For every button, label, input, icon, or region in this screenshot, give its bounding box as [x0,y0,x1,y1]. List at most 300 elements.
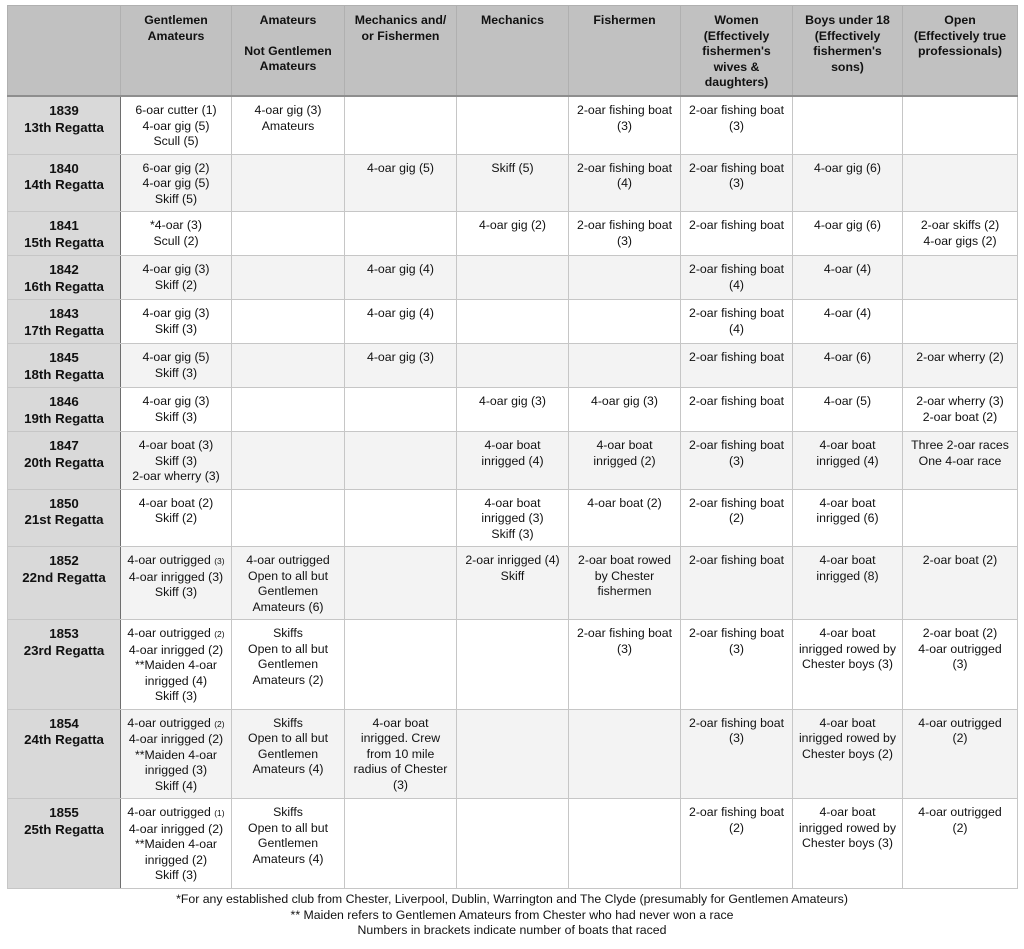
cell-line: Chester boys (3) [802,657,893,671]
table-cell-amateurs [232,300,345,344]
row-regatta: 20th Regatta [24,454,104,470]
table-cell-women [681,96,793,154]
row-year: 1850 [49,495,79,511]
cell-line: inrigged (3) [481,511,544,525]
table-row [8,489,1018,547]
table-cell-amateurs [232,212,345,256]
cell-line: 4-oar outrigged [918,641,1002,656]
table-cell-amateurs [232,799,345,889]
cell-line: 4-oar inrigged (2) [128,732,224,746]
cell-line: Skiff (3) [154,409,198,424]
cell-line: 6-oar gig (2) [142,160,210,175]
column-header-women [681,6,793,97]
cell-line: Skiff (5) [491,160,534,175]
cell-line: 2-oar fishing boat [688,715,785,730]
cell-line: 4-oar outrigged [918,805,1002,819]
cell-line: Gentlemen [257,657,319,671]
table-cell-gentlemen-amateurs [121,799,232,889]
table-cell-mechanics-or-fishermen [345,489,457,547]
row-header [8,432,121,490]
cell-line: 4-oar (4) [823,306,872,320]
cell-line: 2-oar fishing boat [688,160,785,175]
row-year: 1841 [49,218,79,233]
cell-line: 4-oar boat [819,805,876,819]
cell-line: Chester boys (3) [802,836,893,850]
table-cell-fishermen [569,620,681,710]
table-cell-open [903,96,1018,154]
cell-line: (4) [728,277,745,292]
table-cell-mechanics [457,620,569,710]
table-cell-gentlemen-amateurs [121,256,232,300]
row-header [8,709,121,799]
cell-line: Skiff (3) [491,526,534,541]
table-cell-boys-under-18 [793,300,903,344]
table-cell-mechanics [457,96,569,154]
cell-line: **Maiden 4-oar [134,658,218,672]
cell-line: 2-oar fishing boat [688,805,785,819]
table-cell-open [903,799,1018,889]
cell-line: 4-oar gig (6) [814,218,881,232]
table-cell-boys-under-18 [793,212,903,256]
table-cell-gentlemen-amateurs [121,489,232,547]
column-header-boys-under-18 [793,6,903,97]
cell-line: (3) [616,233,633,248]
cell-line: Skiff (3) [154,453,198,468]
table-cell-open [903,620,1018,710]
cell-line: 4-oar boat [819,715,876,730]
cell-line: inrigged (4) [816,453,879,468]
cell-line: 4-oar outrigged [918,715,1002,730]
cell-line: 4-oar gig (3) [142,394,210,408]
table-cell-mechanics-or-fishermen [345,709,457,799]
table-cell-women [681,388,793,432]
cell-line: 4-oar gig (3) [142,262,210,276]
cell-line: 4-oar boat [372,715,429,730]
cell-line: 4-oar (6) [823,350,872,364]
cell-line: 4-oar boat (2) [587,495,662,510]
row-regatta: 17th Regatta [24,322,104,338]
column-header-gentlemen-amateurs [121,6,232,97]
column-header-line: Amateurs [259,13,317,27]
cell-line: 4-oar outrigged (3) [127,553,225,567]
row-regatta: 13th Regatta [24,119,104,135]
table-cell-mechanics-or-fishermen [345,344,457,388]
row-year: 1843 [49,306,79,321]
table-cell-open [903,212,1018,256]
cell-line: One 4-oar race [918,453,1002,468]
table-row [8,432,1018,490]
cell-line: 2-oar fishing boat [688,626,785,640]
table-cell-open [903,547,1018,620]
cell-line: Amateurs [261,118,315,133]
table-row [8,212,1018,256]
cell-line: Three 2-oar races [911,438,1009,452]
cell-line: (3) [392,777,409,792]
column-header-line: Gentlemen [144,13,208,27]
table-cell-amateurs [232,96,345,154]
table-cell-open [903,256,1018,300]
cell-line: 4-oar gig (3) [142,306,210,320]
cell-line: (3) [728,118,745,133]
table-cell-mechanics [457,489,569,547]
row-year: 1845 [49,350,79,365]
column-header-line: Mechanics [481,13,544,27]
cell-line: inrigged. Crew [360,731,441,745]
cell-line: 2-oar fishing boat [576,160,673,175]
cell-line: 4-oar inrigged (3) [128,569,224,584]
column-header-line: (Effectively [814,28,881,43]
cell-line: (4) [728,321,745,336]
cell-line: 2-oar wherry (3) [132,469,220,483]
table-cell-mechanics [457,432,569,490]
table-cell-women [681,344,793,388]
table-cell-fishermen [569,344,681,388]
cell-line: 6-oar cutter (1) [135,103,217,117]
cell-line: 2-oar fishing boat [688,218,785,232]
table-row [8,799,1018,889]
cell-line: 4-oar gig (3) [479,394,546,408]
row-header [8,489,121,547]
cell-line: Skiff (3) [154,321,198,336]
table-cell-boys-under-18 [793,388,903,432]
header-row [8,6,1018,97]
cell-line: 4-oar outrigged (1) [127,805,225,819]
cell-line: Skiffs [273,805,303,819]
table-cell-fishermen [569,799,681,889]
cell-line: Amateurs (4) [252,762,324,776]
cell-line: inrigged rowed by [798,820,897,835]
row-regatta: 14th Regatta [24,177,104,192]
table-cell-mechanics-or-fishermen [345,432,457,490]
cell-line: Open to all but [248,820,328,835]
row-regatta: 15th Regatta [24,234,104,250]
table-cell-fishermen [569,300,681,344]
column-header-line: Not Gentlemen [244,43,332,58]
cell-line: Skiff (4) [154,778,198,793]
table-cell-gentlemen-amateurs [121,388,232,432]
table-cell-boys-under-18 [793,256,903,300]
table-cell-amateurs [232,256,345,300]
row-header [8,799,121,889]
row-year: 1839 [49,103,79,118]
cell-line: (3) [728,176,745,190]
column-header-line: Boys under 18 [805,13,890,27]
cell-line: Skiff [500,568,525,583]
row-regatta: 23rd Regatta [23,642,105,658]
cell-line: 4-oar gig (5) [142,350,210,364]
cell-line: (3) [616,641,633,656]
cell-line: inrigged rowed by [798,731,897,745]
cell-line: inrigged rowed by [798,641,897,656]
table-row [8,709,1018,799]
cell-line: **Maiden 4-oar [134,837,218,851]
cell-line: radius of Chester [353,762,448,776]
footnote-maiden-definition: ** Maiden refers to Gentlemen Amateurs from Chester who had never won a race [290,907,734,922]
table-cell-amateurs [232,388,345,432]
table-cell-gentlemen-amateurs [121,300,232,344]
cell-line: 2-oar fishing boat [576,103,673,117]
row-regatta: 22nd Regatta [22,569,106,585]
cell-line: by Chester [594,568,655,583]
table-cell-mechanics [457,300,569,344]
cell-line: (2) [952,820,968,835]
table-cell-mechanics [457,256,569,300]
row-header [8,344,121,388]
table-cell-women [681,300,793,344]
table-cell-women [681,620,793,710]
cell-line: 2-oar fishing boat [576,626,673,640]
column-header-line: fishermen's [813,44,882,58]
row-header [8,154,121,212]
row-regatta: 18th Regatta [24,366,104,382]
table-cell-women [681,799,793,889]
column-header-amateurs [232,6,345,97]
table-row [8,547,1018,620]
column-header-line: (Effectively true [913,28,1007,43]
table-cell-women [681,547,793,620]
column-header-line: (Effectively [703,28,770,43]
row-header [8,256,121,300]
column-header-line: wives & [713,59,760,74]
cell-line: 2-oar skiffs (2) [920,218,1000,232]
cell-line: Scull (5) [153,134,199,148]
cell-line: 4-oar outrigged (2) [127,626,225,640]
cell-line: Skiff (2) [154,277,198,292]
cell-line: 2-oar boat (2) [922,626,998,640]
table-cell-mechanics-or-fishermen [345,388,457,432]
cell-line: 4-oar outrigged [246,553,330,567]
table-row [8,620,1018,710]
cell-line: 4-oar (5) [823,394,872,408]
cell-line: 4-oar inrigged (2) [128,821,224,836]
row-regatta: 21st Regatta [24,512,104,527]
column-header-line: fishermen's [702,44,771,58]
cell-line: 4-oar boat [819,553,876,567]
cell-line: 2-oar fishing boat [688,394,785,408]
cell-line: Skiff (5) [154,191,198,206]
table-row [8,256,1018,300]
cell-line: 2-oar wherry (3) [916,394,1004,408]
table-cell-mechanics [457,547,569,620]
table-body [8,96,1018,888]
cell-line: Amateurs (2) [252,672,324,687]
cell-line: 2-oar inrigged (4) [465,553,560,567]
table-cell-mechanics-or-fishermen [345,799,457,889]
table-cell-open [903,154,1018,212]
table-cell-amateurs [232,709,345,799]
cell-line: 4-oar (4) [823,262,872,276]
cell-line: inrigged (4) [481,453,544,468]
table-cell-fishermen [569,388,681,432]
row-header [8,212,121,256]
table-cell-gentlemen-amateurs [121,212,232,256]
column-header-line: daughters) [704,75,769,89]
regatta-table [7,5,1018,889]
table-cell-open [903,388,1018,432]
cell-line: 4-oar boat (2) [138,495,214,510]
table-cell-mechanics [457,799,569,889]
cell-line: 4-oar gig (4) [367,262,434,276]
cell-line: 2-oar fishing boat [576,218,673,232]
row-regatta: 19th Regatta [24,410,104,426]
table-row [8,344,1018,388]
table-cell-gentlemen-amateurs [121,620,232,710]
row-regatta: 16th Regatta [24,278,104,294]
cell-line: Gentlemen [257,584,319,598]
table-cell-gentlemen-amateurs [121,432,232,490]
row-header [8,96,121,154]
table-cell-boys-under-18 [793,620,903,710]
column-header-line: Mechanics and/ [354,13,447,27]
footnote-club-eligibility: *For any established club from Chester, Liverpool, Dublin, Warrington and The Clyde (presumably for Gentlemen Amateurs) [176,892,848,906]
cell-line: Open to all but [248,641,328,656]
table-cell-women [681,256,793,300]
table-cell-women [681,212,793,256]
table-cell-boys-under-18 [793,547,903,620]
table-cell-amateurs [232,489,345,547]
row-year: 1842 [49,262,79,277]
table-cell-amateurs [232,432,345,490]
table-cell-open [903,300,1018,344]
cell-line: *4-oar (3) [150,218,202,232]
column-header-line: Amateurs [147,28,205,43]
cell-line: Skiff (3) [154,868,198,882]
table-cell-gentlemen-amateurs [121,709,232,799]
row-year: 1840 [49,160,79,176]
boat-count: (1) [214,808,225,818]
column-header-corner [8,6,121,97]
cell-line: Skiffs [273,626,303,640]
cell-line: 2-oar fishing boat [688,553,785,567]
cell-line: 2-oar fishing boat [688,350,785,364]
table-cell-amateurs [232,620,345,710]
table-row [8,388,1018,432]
cell-line: 4-oar boat [484,438,541,452]
cell-line: inrigged (8) [816,568,879,583]
table-cell-fishermen [569,212,681,256]
row-year: 1846 [49,394,79,409]
table-cell-amateurs [232,344,345,388]
cell-line: 4-oar inrigged (2) [128,642,224,657]
column-header-line [235,29,341,44]
cell-line: 2-oar fishing boat [688,103,785,117]
cell-line: (3) [728,453,745,468]
table-cell-fishermen [569,154,681,212]
cell-line: 4-oar gig (6) [814,160,881,175]
cell-line: 4-oar gig (5) [142,118,210,133]
table-cell-boys-under-18 [793,489,903,547]
cell-line: Amateurs (4) [252,851,324,866]
column-header-line: sons) [831,59,864,74]
table-cell-fishermen [569,489,681,547]
cell-line: 4-oar gig (3) [254,103,322,117]
table-cell-mechanics-or-fishermen [345,212,457,256]
column-header-line: professionals) [917,44,1003,58]
table-cell-fishermen [569,547,681,620]
column-header-line: or Fishermen [361,28,440,43]
table-cell-mechanics-or-fishermen [345,154,457,212]
cell-line: 4-oar gig (4) [367,306,434,320]
cell-line: Gentlemen [257,746,319,761]
table-cell-fishermen [569,96,681,154]
table-cell-open [903,489,1018,547]
table-cell-fishermen [569,709,681,799]
cell-line: 4-oar boat (3) [138,438,214,452]
table-cell-boys-under-18 [793,154,903,212]
cell-line: Open to all but [248,568,328,583]
table-cell-mechanics-or-fishermen [345,300,457,344]
boat-count: (2) [214,629,225,639]
cell-line: 4-oar outrigged (2) [127,715,225,730]
cell-line: Scull (2) [153,233,199,248]
cell-line: Skiff (2) [154,511,198,525]
cell-line: (2) [728,820,745,835]
table-cell-amateurs [232,547,345,620]
table-cell-gentlemen-amateurs [121,547,232,620]
table-cell-mechanics [457,709,569,799]
row-header [8,388,121,432]
cell-line: 4-oar gigs (2) [923,233,997,248]
column-header-line: Open [944,13,976,27]
table-cell-women [681,432,793,490]
cell-line: (3) [616,118,633,133]
cell-line: 4-oar boat [596,438,653,452]
table-cell-fishermen [569,256,681,300]
cell-line: 4-oar boat [819,438,876,452]
table-cell-gentlemen-amateurs [121,96,232,154]
table-cell-boys-under-18 [793,432,903,490]
table-cell-mechanics-or-fishermen [345,547,457,620]
cell-line: 4-oar boat [819,626,876,640]
row-regatta: 24th Regatta [24,732,104,747]
cell-line: (3) [952,657,968,671]
cell-line: 2-oar fishing boat [688,495,785,510]
cell-line: fishermen [597,584,652,598]
table-cell-fishermen [569,432,681,490]
row-year: 1847 [49,438,79,453]
row-year: 1855 [49,805,79,820]
column-header-open [903,6,1018,97]
column-header-line: Amateurs [259,59,317,73]
row-year: 1853 [49,626,79,641]
cell-line: 2-oar boat (2) [922,409,998,424]
cell-line: 2-oar fishing boat [688,262,785,276]
column-header-line: Fishermen [593,13,656,27]
table-cell-mechanics [457,344,569,388]
table-cell-mechanics [457,212,569,256]
cell-line: (3) [728,641,745,656]
cell-line: Gentlemen [257,836,319,850]
table-row [8,96,1018,154]
cell-line: 2-oar fishing boat [688,438,785,452]
table-header [8,6,1018,97]
row-header [8,620,121,710]
table-cell-open [903,344,1018,388]
cell-line: inrigged (4) [144,673,208,688]
cell-line: 4-oar gig (5) [367,160,434,175]
row-year: 1852 [49,553,79,568]
cell-line: 4-oar gig (3) [591,394,658,408]
cell-line: 2-oar fishing boat [688,306,785,320]
row-year: 1854 [49,715,79,731]
cell-line: Skiff (3) [154,365,198,380]
table-cell-amateurs [232,154,345,212]
cell-line: inrigged (2) [593,453,656,468]
column-header-mechanics-or-fishermen [345,6,457,97]
cell-line: inrigged (2) [144,852,208,867]
cell-line: Chester boys (2) [802,746,893,761]
table-cell-women [681,489,793,547]
